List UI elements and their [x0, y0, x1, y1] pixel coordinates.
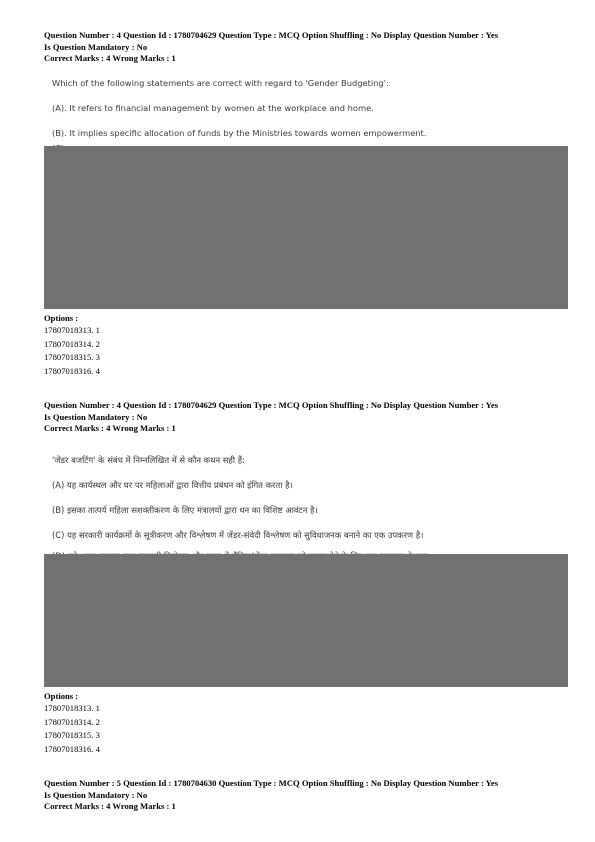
option-1: 17807018313. 1: [44, 325, 100, 335]
option-4: 17807018316. 4: [44, 365, 100, 376]
question-text: Which of the following statements are correct with regard to 'Gender Budgeting':: [52, 78, 389, 88]
question-meta-1: [44, 30, 559, 65]
meta-line-mandatory: Is Question Mandatory : No: [44, 789, 148, 800]
meta-line-mandatory: Is Question Mandatory : No: [44, 411, 148, 422]
options-header: Options :: [44, 313, 79, 323]
meta-line-marks: Correct Marks : 4 Wrong Marks : 1: [44, 53, 176, 63]
options-list-2: [44, 690, 100, 756]
option-3: 17807018315. 3: [44, 730, 100, 740]
option-1: 17807018313. 1: [44, 703, 100, 713]
meta-line-mandatory: Is Question Mandatory : No: [44, 41, 148, 52]
option-2: 17807018314. 2: [44, 716, 100, 727]
meta-line-marks: Correct Marks : 4 Wrong Marks : 1: [44, 801, 176, 811]
question-text: 'जेंडर बजटिंग' के संबंध में निम्नलिखित में से कौन कथन सही हैं:: [52, 455, 245, 465]
meta-line-marks: Correct Marks : 4 Wrong Marks : 1: [44, 423, 176, 433]
option-2: 17807018314. 2: [44, 338, 100, 349]
options-header: Options :: [44, 691, 79, 701]
question-meta-3: [44, 778, 559, 813]
question-meta-2: [44, 400, 559, 435]
statement-b: (B) इसका तात्पर्य महिला सशक्तीकरण के लिए मंत्रालयों द्वारा धन का विशिष्ट आवंटन है।: [52, 505, 318, 515]
statement-b: (B). It implies specific allocation of funds by the Ministries towards women empowerment.: [52, 128, 427, 138]
option-3: 17807018315. 3: [44, 352, 100, 362]
meta-line-question-number: Question Number : 4 Question Id : 1780704629 Question Type : MCQ Option Shuffling : No Display Question Number : Yes: [44, 400, 499, 410]
option-4: 17807018316. 4: [44, 743, 100, 754]
statement-a: (A). It refers to financial management by women at the workplace and home.: [52, 103, 374, 113]
statement-a: (A) यह कार्यस्थल और घर पर महिलाओं द्वारा वित्तीय प्रबंधन को इंगित करता है।: [52, 480, 293, 490]
meta-line-question-number: Question Number : 5 Question Id : 1780704630 Question Type : MCQ Option Shuffling : No Display Question Number : Yes: [44, 778, 499, 788]
redaction-block: [44, 554, 568, 687]
redaction-block: [44, 146, 568, 309]
options-list-1: [44, 312, 100, 378]
statement-c: (C) यह सरकारी कार्यक्रमों के सूत्रीकरण और विश्लेषण में जेंडर-संवेदी विश्लेषण को सुविधाजनक बनाने का एक उपकरण है।: [52, 530, 424, 540]
meta-line-question-number: Question Number : 4 Question Id : 1780704629 Question Type : MCQ Option Shuffling : No Display Question Number : Yes: [44, 30, 499, 40]
